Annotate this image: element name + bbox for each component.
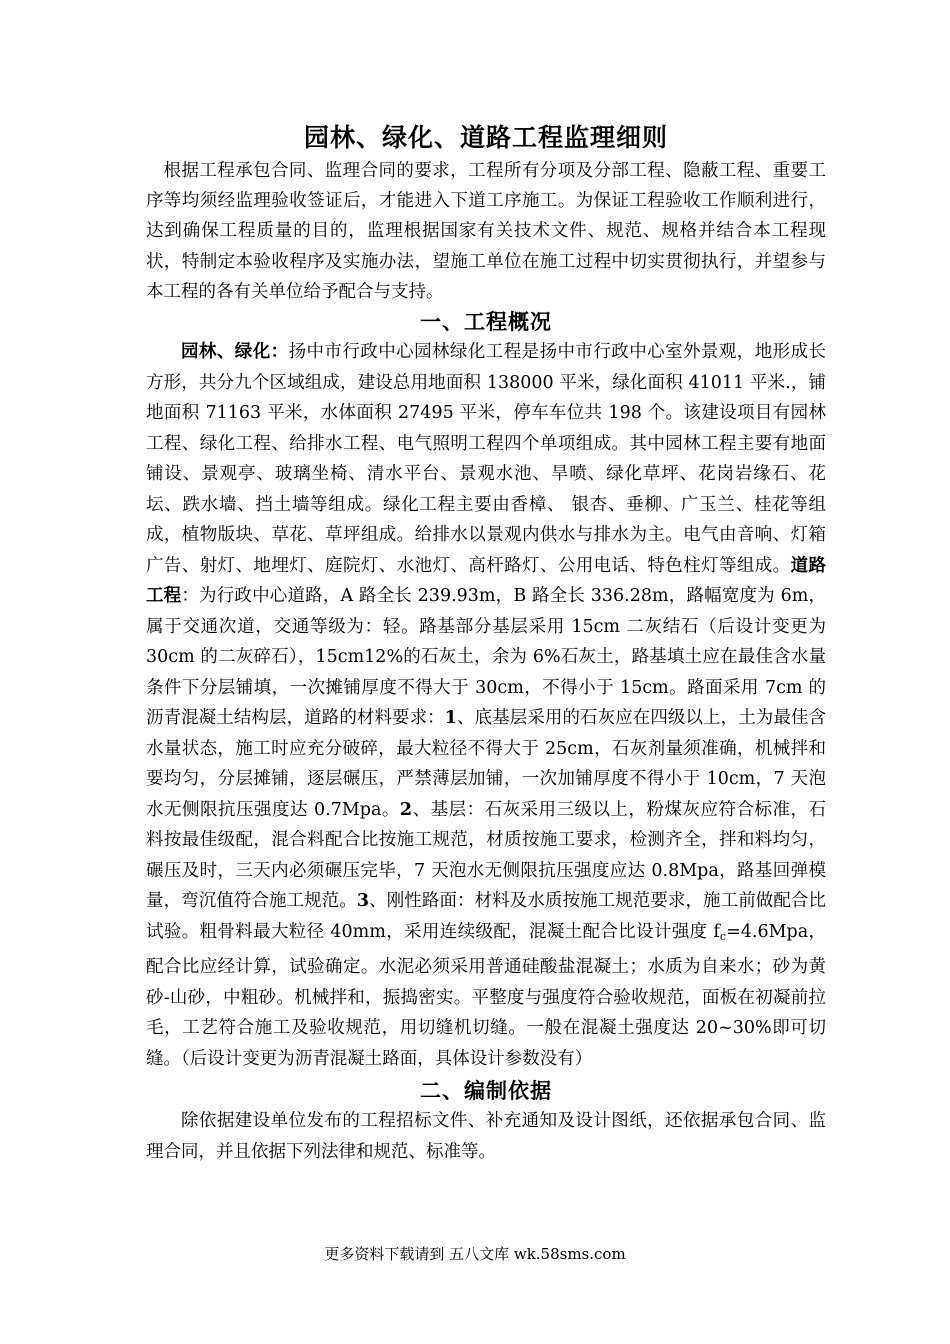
garden-label: 园林、绿化： <box>181 342 289 363</box>
road-text-a: ：为行政中心道路，A 路全长 239.93m，B 路全长 336.28m，路幅宽度为 6m，属于交通次道，交通等级为：轻。路基部分基层采用 15cm 二灰结石（后设计变更为 30cm 的二灰碎石），15cm12%的石灰土，余为 6%石灰土，路基填土应在最佳含水量条件下分层铺填，一次摊铺厚度不得大于 30cm，不得小于 15cm。路面采用 7cm 的沥青混凝土结构层，道路的材料要求： <box>146 586 827 729</box>
document-body <box>146 120 826 1167</box>
road-item-number-2: 2 <box>399 799 413 820</box>
basis-paragraph: 除依据建设单位发布的工程招标文件、补充通知及设计图纸，还依据承包合同、监理合同，并且依据下列法律和规范、标准等。 <box>146 1111 826 1162</box>
intro-paragraph: 根据工程承包合同、监理合同的要求，工程所有分项及分部工程、隐蔽工程、重要工序等均须经监理验收签证后，才能进入下道工序施工。为保证工程验收工作顺利进行，达到确保工程质量的目的，监理根据国家有关技术文件、规范、规格并结合本工程现状，特制定本验收程序及实施办法，望施工单位在施工过程中切实贯彻执行，并望参与本工程的各有关单位给予配合与支持。 <box>146 161 826 302</box>
road-text-c: 、基层：石灰采用三级以上，粉煤灰应符合标准，石料按最佳级配，混合料配合比按施工规范，材质按施工要求，检测齐全，拌和料均匀，碾压及时，三天内必须碾压完毕，7 天泡水无侧限抗压强度应达 0.8Mpa，路基回弹模量，弯沉值符合施工规范。 <box>146 799 826 912</box>
document-title: 园林、绿化、道路工程监理细则 <box>303 123 668 152</box>
road-label: 道路工程 <box>146 555 826 607</box>
overview-paragraph <box>146 337 826 1074</box>
subscript-c: c <box>719 929 727 943</box>
road-text-d: 、刚性路面：材料及水质按施工规范要求，施工前做配合比试验。粗骨料最大粒径 40mm，采用连续级配，混凝土配合比设计强度 f <box>146 891 827 942</box>
footer-note: 更多资料下载请到 五八文库 wk.58sms.com <box>324 1245 626 1263</box>
section-heading-overview: 一、工程概况 <box>420 309 552 335</box>
road-text-e: =4.6Mpa，配合比应经计算，试验确定。水泥必须采用普通硅酸盐混凝土；水质为自来水；砂为黄砂-山砂，中粗砂。机械拌和，振捣密实。平整度与强度符合验收规范，面板在初凝前拉毛，工艺符合施工及验收规范，用切缝机切缝。一般在混凝土强度达 20~30%即可切缝。（后设计变更为沥青混凝土路面，具体设计参数没有） <box>146 921 826 1069</box>
garden-text: 扬中市行政中心园林绿化工程是扬中市行政中心室外景观，地形成长方形，共分九个区域组成，建设总用地面积 138000 平米，绿化面积 41011 平米.，铺地面积 71163 平米，水体面积 27495 平米，停车车位共 198 个。该建设项目有园林工程、绿化工程、给排水工程、电气照明工程四个单项组成。其中园林工程主要有地面铺设、景观亭、玻璃坐椅、清水平台、景观水池、旱喷、绿化草坪、花岗岩缘石、花坛、跌水墙、挡土墙等组成。绿化工程主要由香樟、 银杏、垂柳、广玉兰、桂花等组成，植物版块、草花、草坪组成。给排水以景观内供水与排水为主。电气由音响、灯箱广告、射灯、地埋灯、庭院灯、水池灯、高杆路灯、公用电话、特色柱灯等组成。 <box>146 342 827 576</box>
section-heading-basis: 二、编制依据 <box>420 1078 552 1104</box>
road-item-number-3: 3 <box>356 891 370 912</box>
road-text-b: 、底基层采用的石灰应在四级以上，土为最佳含水量状态，施工时应充分破碎，最大粒径不得大于 25cm，石灰剂量须准确，机械拌和要均匀，分层摊铺，逐层碾压，严禁薄层加铺，一次加铺厚度不得小于 10cm，7 天泡水无侧限抗压强度达 0.7Mpa。 <box>146 708 827 820</box>
road-item-number-1: 1 <box>444 708 457 729</box>
